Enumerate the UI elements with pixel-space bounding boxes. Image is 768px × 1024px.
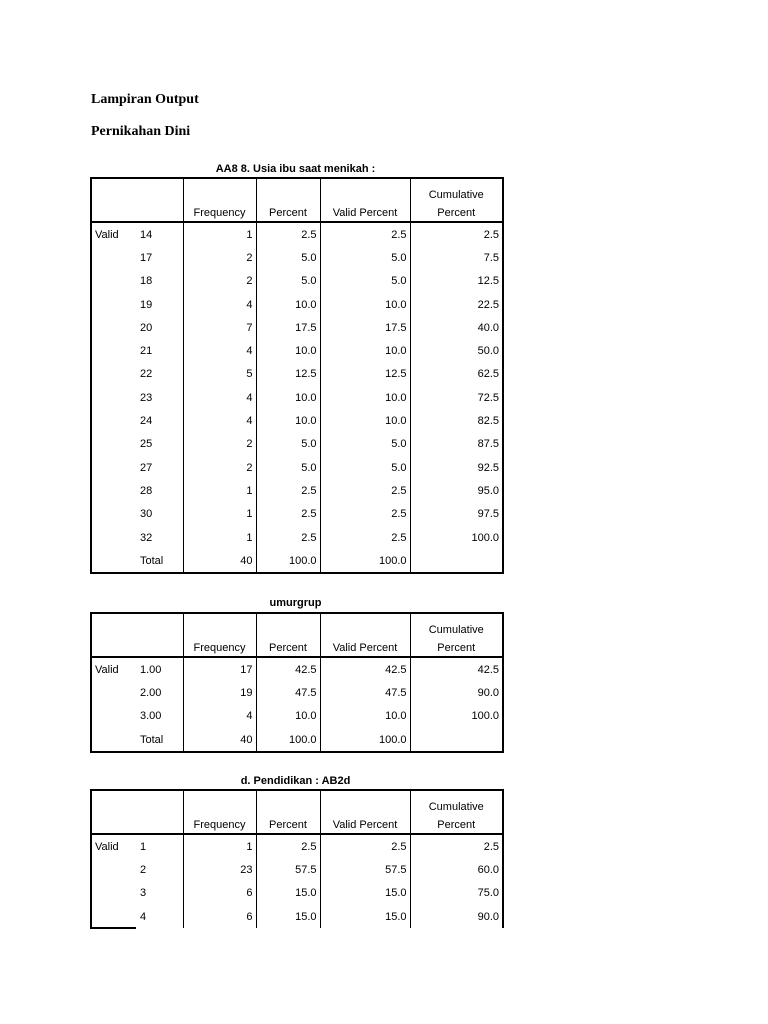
cell-cumulative-percent: 62.5 [410,363,503,386]
cell-frequency: 1 [183,503,256,526]
cell-cumulative-percent [410,549,503,573]
cell-valid-percent: 47.5 [320,681,410,704]
cell-valid-percent: 100.0 [320,728,410,752]
page-heading-pernikahan: Pernikahan Dini [91,124,191,139]
row-label: 14 [137,222,183,246]
group-label [91,433,137,456]
header-percent: Percent [256,201,320,222]
row-label: 19 [137,293,183,316]
cell-cumulative-percent: 100.0 [410,526,503,549]
group-label [91,270,137,293]
cell-percent: 5.0 [256,270,320,293]
header-blank [320,613,410,636]
group-label [91,728,137,752]
row-label: 22 [137,363,183,386]
row-label: 1.00 [137,657,183,681]
cell-valid-percent: 10.0 [320,409,410,432]
cell-frequency: 17 [183,657,256,681]
cell-percent: 2.5 [256,222,320,246]
cell-percent: 10.0 [256,386,320,409]
row-label: 24 [137,409,183,432]
header-percent: Percent [256,813,320,834]
row-label: 3.00 [137,705,183,728]
header-frequency: Frequency [183,636,256,657]
table-row [91,246,503,269]
cell-frequency: 5 [183,363,256,386]
cell-percent: 5.0 [256,246,320,269]
cell-cumulative-percent: 90.0 [410,905,503,928]
table-row [91,728,503,752]
table-row [91,339,503,362]
row-label: 30 [137,503,183,526]
table-row [91,479,503,502]
table-row [91,363,503,386]
cell-valid-percent: 2.5 [320,222,410,246]
cell-valid-percent: 100.0 [320,549,410,573]
cell-frequency: 2 [183,246,256,269]
cell-valid-percent: 15.0 [320,882,410,905]
cell-cumulative-percent: 40.0 [410,316,503,339]
group-label [91,858,137,881]
cell-cumulative-percent: 42.5 [410,657,503,681]
header-blank [137,613,183,636]
cell-frequency: 1 [183,834,256,858]
cell-percent: 100.0 [256,549,320,573]
cell-cumulative-percent: 75.0 [410,882,503,905]
group-label [91,882,137,905]
header-blank [320,790,410,813]
table-row [91,386,503,409]
cell-percent: 10.0 [256,705,320,728]
cell-valid-percent: 10.0 [320,705,410,728]
table-row [91,316,503,339]
header-blank [256,613,320,636]
cell-valid-percent: 10.0 [320,386,410,409]
table-row [91,858,503,881]
cell-percent: 57.5 [256,858,320,881]
row-label: 4 [137,905,183,928]
header-blank [256,790,320,813]
header-blank [91,636,137,657]
frequency-table-umurgrup [90,612,504,753]
row-label: 28 [137,479,183,502]
cell-frequency: 40 [183,549,256,573]
header-cumulative: Cumulative [410,178,503,201]
header-blank [91,790,137,813]
cell-cumulative-percent: 100.0 [410,705,503,728]
header-valid-percent: Valid Percent [320,201,410,222]
cell-frequency: 1 [183,479,256,502]
group-label: Valid [91,657,137,681]
cell-cumulative-percent: 97.5 [410,503,503,526]
table-row [91,549,503,573]
cell-frequency: 23 [183,858,256,881]
cell-valid-percent: 12.5 [320,363,410,386]
cell-percent: 15.0 [256,905,320,928]
cell-cumulative-percent: 90.0 [410,681,503,704]
group-label [91,905,137,928]
table-row [91,293,503,316]
cell-cumulative-percent: 92.5 [410,456,503,479]
group-label [91,681,137,704]
cell-cumulative-percent: 72.5 [410,386,503,409]
table-title-umurgrup: umurgrup [269,597,322,609]
cell-frequency: 4 [183,705,256,728]
cell-cumulative-percent [410,728,503,752]
table-bottom-border-fragment [90,927,136,929]
cell-cumulative-percent: 50.0 [410,339,503,362]
row-label: 1 [137,834,183,858]
row-label: 2.00 [137,681,183,704]
frequency-table-usia [90,177,504,574]
group-label [91,316,137,339]
cell-valid-percent: 5.0 [320,270,410,293]
cell-valid-percent: 2.5 [320,479,410,502]
table-row [91,705,503,728]
cell-percent: 42.5 [256,657,320,681]
cell-valid-percent: 5.0 [320,433,410,456]
group-label [91,705,137,728]
cell-frequency: 7 [183,316,256,339]
header-blank [91,178,137,201]
header-blank [256,178,320,201]
cell-percent: 10.0 [256,293,320,316]
cell-frequency: 4 [183,293,256,316]
table-row [91,503,503,526]
group-label: Valid [91,222,137,246]
cell-cumulative-percent: 2.5 [410,222,503,246]
group-label [91,246,137,269]
header-cumulative-percent: Percent [410,636,503,657]
row-label: Total [137,728,183,752]
cell-valid-percent: 10.0 [320,339,410,362]
cell-cumulative-percent: 82.5 [410,409,503,432]
table-row [91,834,503,858]
table-row [91,456,503,479]
cell-percent: 5.0 [256,456,320,479]
header-cumulative-percent: Percent [410,813,503,834]
cell-frequency: 1 [183,222,256,246]
frequency-table-pendidikan [90,789,504,928]
group-label [91,363,137,386]
header-valid-percent: Valid Percent [320,813,410,834]
header-blank [137,790,183,813]
header-blank [137,178,183,201]
header-frequency: Frequency [183,813,256,834]
cell-frequency: 2 [183,433,256,456]
cell-frequency: 4 [183,409,256,432]
cell-percent: 17.5 [256,316,320,339]
table-title-usia: AA8 8. Usia ibu saat menikah : [215,163,376,175]
cell-valid-percent: 15.0 [320,905,410,928]
table-row [91,905,503,928]
cell-valid-percent: 2.5 [320,834,410,858]
table-row [91,433,503,456]
table-row [91,882,503,905]
header-cumulative: Cumulative [410,613,503,636]
cell-frequency: 2 [183,270,256,293]
row-label: 18 [137,270,183,293]
cell-percent: 47.5 [256,681,320,704]
cell-frequency: 6 [183,905,256,928]
table-row [91,222,503,246]
row-label: 17 [137,246,183,269]
cell-frequency: 4 [183,339,256,362]
cell-valid-percent: 2.5 [320,526,410,549]
cell-percent: 2.5 [256,479,320,502]
row-label: 32 [137,526,183,549]
table-row [91,681,503,704]
group-label [91,526,137,549]
header-blank [137,813,183,834]
header-blank [91,813,137,834]
cell-frequency: 4 [183,386,256,409]
cell-valid-percent: 5.0 [320,456,410,479]
header-blank [91,613,137,636]
cell-percent: 10.0 [256,339,320,362]
header-valid-percent: Valid Percent [320,636,410,657]
header-blank [183,790,256,813]
row-label: 3 [137,882,183,905]
cell-frequency: 2 [183,456,256,479]
table-row [91,270,503,293]
group-label [91,386,137,409]
cell-valid-percent: 2.5 [320,503,410,526]
table-title-pendidikan: d. Pendidikan : AB2d [240,775,351,787]
header-percent: Percent [256,636,320,657]
cell-percent: 100.0 [256,728,320,752]
row-label: 20 [137,316,183,339]
header-blank [183,178,256,201]
header-blank [91,201,137,222]
row-label: Total [137,549,183,573]
group-label: Valid [91,834,137,858]
cell-frequency: 1 [183,526,256,549]
cell-cumulative-percent: 60.0 [410,858,503,881]
cell-valid-percent: 57.5 [320,858,410,881]
cell-percent: 10.0 [256,409,320,432]
group-label [91,339,137,362]
header-blank [183,613,256,636]
group-label [91,456,137,479]
cell-cumulative-percent: 2.5 [410,834,503,858]
cell-cumulative-percent: 22.5 [410,293,503,316]
row-label: 25 [137,433,183,456]
row-label: 21 [137,339,183,362]
cell-frequency: 6 [183,882,256,905]
cell-cumulative-percent: 95.0 [410,479,503,502]
table-row [91,657,503,681]
table-row [91,526,503,549]
table-row [91,409,503,432]
row-label: 2 [137,858,183,881]
cell-valid-percent: 5.0 [320,246,410,269]
header-cumulative: Cumulative [410,790,503,813]
header-frequency: Frequency [183,201,256,222]
group-label [91,479,137,502]
row-label: 27 [137,456,183,479]
group-label [91,503,137,526]
header-blank [137,201,183,222]
cell-percent: 5.0 [256,433,320,456]
cell-percent: 12.5 [256,363,320,386]
header-cumulative-percent: Percent [410,201,503,222]
cell-cumulative-percent: 87.5 [410,433,503,456]
group-label [91,549,137,573]
cell-valid-percent: 17.5 [320,316,410,339]
cell-cumulative-percent: 7.5 [410,246,503,269]
cell-valid-percent: 10.0 [320,293,410,316]
page-heading-lampiran: Lampiran Output [91,92,199,107]
cell-percent: 2.5 [256,503,320,526]
cell-cumulative-percent: 12.5 [410,270,503,293]
cell-frequency: 19 [183,681,256,704]
group-label [91,293,137,316]
header-blank [137,636,183,657]
cell-frequency: 40 [183,728,256,752]
header-blank [320,178,410,201]
cell-valid-percent: 42.5 [320,657,410,681]
row-label: 23 [137,386,183,409]
cell-percent: 2.5 [256,834,320,858]
cell-percent: 2.5 [256,526,320,549]
cell-percent: 15.0 [256,882,320,905]
group-label [91,409,137,432]
